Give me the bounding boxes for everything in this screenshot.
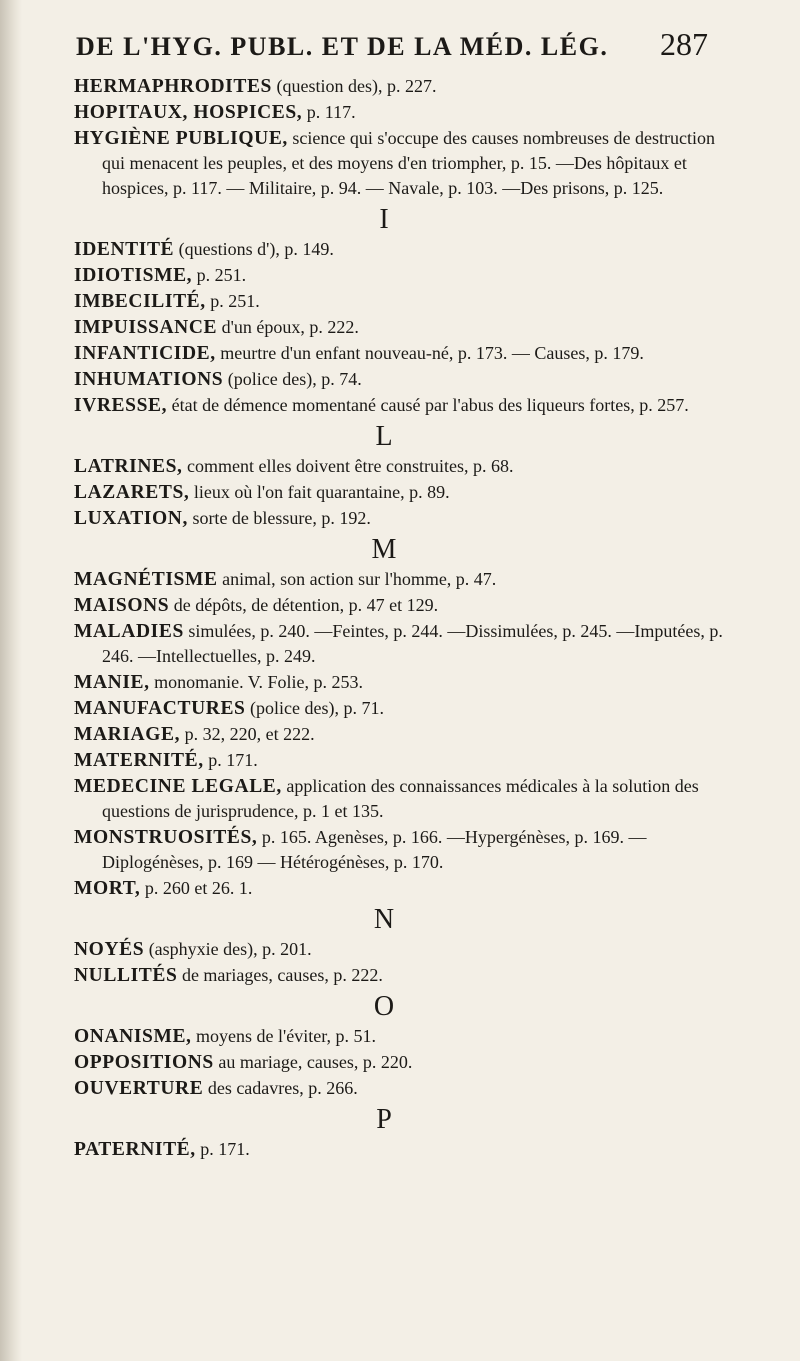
index-entry bbox=[74, 774, 734, 824]
index-entry bbox=[74, 1024, 734, 1049]
index-entry bbox=[74, 619, 734, 669]
index-entry bbox=[74, 748, 734, 773]
section-letter: I bbox=[379, 204, 389, 235]
index-entry bbox=[74, 593, 734, 618]
index-entry bbox=[74, 480, 734, 505]
entry-text: lieux où l'on fait quarantaine, p. 89. bbox=[189, 482, 450, 502]
index-entry bbox=[74, 289, 734, 314]
entry-text: (police des), p. 74. bbox=[223, 369, 362, 389]
entry-text: de mariages, causes, p. 222. bbox=[177, 965, 383, 985]
index-entry bbox=[74, 825, 734, 875]
entry-text: p. 117. bbox=[302, 102, 356, 122]
entry-text: p. 260 et 26. 1. bbox=[140, 878, 253, 898]
entry-heading: IDIOTISME, bbox=[74, 265, 193, 286]
entry-text: simulées, p. 240. —Feintes, p. 244. —Dissimulées, p. 245. —Imputées, p. 246. —Intellectuelles, p. 249. bbox=[102, 621, 723, 666]
index-entry bbox=[74, 670, 734, 695]
section-letter: L bbox=[375, 421, 393, 452]
entry-heading: MONSTRUOSITÉS, bbox=[74, 827, 258, 848]
index-entry bbox=[74, 1137, 734, 1162]
entry-text: p. 251. bbox=[205, 291, 260, 311]
entry-heading: MAISONS bbox=[74, 595, 170, 616]
entry-heading: OPPOSITIONS bbox=[74, 1052, 214, 1073]
entry-text: monomanie. V. Folie, p. 253. bbox=[149, 672, 363, 692]
entry-text: des cadavres, p. 266. bbox=[203, 1078, 358, 1098]
entry-heading: INFANTICIDE, bbox=[74, 343, 216, 364]
entry-heading: MANIE, bbox=[74, 672, 150, 693]
index-entry bbox=[74, 696, 734, 721]
entry-text: (asphyxie des), p. 201. bbox=[144, 939, 312, 959]
entry-text: état de démence momentané causé par l'abus des liqueurs fortes, p. 257. bbox=[167, 395, 689, 415]
index-entry bbox=[74, 567, 734, 592]
index-entry bbox=[74, 963, 734, 988]
entry-text: p. 165. Agenèses, p. 166. —Hypergénèses, p. 169. —Diplogénèses, p. 169 — Hétérogénèses, p. 170. bbox=[102, 827, 647, 872]
entry-text: animal, son action sur l'homme, p. 47. bbox=[217, 569, 497, 589]
running-head-title: DE L'HYG. PUBL. ET DE LA MÉD. LÉG. bbox=[76, 32, 609, 61]
entry-text: science qui s'occupe des causes nombreuses de destruction qui menacent les peuples, et des moyens d'en triompher, p. 15. —Des hôpitaux et hospices, p. 117. — Militaire, p. 94. — Navale, p. 103. —Des prisons, p. 125. bbox=[102, 128, 716, 198]
index-list bbox=[74, 74, 734, 1163]
entry-text: sorte de blessure, p. 192. bbox=[187, 508, 371, 528]
entry-heading: NULLITÉS bbox=[74, 965, 178, 986]
running-head bbox=[0, 26, 800, 66]
entry-text: application des connaissances médicales à la solution des questions de jurisprudence, p. 1 et 135. bbox=[102, 776, 699, 821]
page-number: 287 bbox=[660, 26, 708, 62]
section-letter: N bbox=[373, 904, 395, 935]
index-entry bbox=[74, 876, 734, 901]
entry-text: p. 171. bbox=[203, 750, 258, 770]
entry-heading: IMBECILITÉ, bbox=[74, 291, 206, 312]
index-entry bbox=[74, 722, 734, 747]
entry-heading: NOYÉS bbox=[74, 939, 145, 960]
section-letter: O bbox=[373, 991, 395, 1022]
entry-heading: HYGIÈNE PUBLIQUE, bbox=[74, 128, 288, 149]
entry-heading: MANUFACTURES bbox=[74, 698, 246, 719]
section-letter: P bbox=[376, 1104, 392, 1135]
index-entry bbox=[74, 263, 734, 288]
entry-heading: IVRESSE, bbox=[74, 395, 168, 416]
entry-text: p. 251. bbox=[192, 265, 247, 285]
entry-heading: LAZARETS, bbox=[74, 482, 190, 503]
entry-heading: MATERNITÉ, bbox=[74, 750, 204, 771]
entry-heading: HOPITAUX, HOSPICES, bbox=[74, 102, 303, 123]
entry-text: meurtre d'un enfant nouveau-né, p. 173. — Causes, p. 179. bbox=[215, 343, 644, 363]
index-entry bbox=[74, 1076, 734, 1101]
entry-heading: IMPUISSANCE bbox=[74, 317, 218, 338]
index-entry bbox=[74, 506, 734, 531]
entry-heading: MALADIES bbox=[74, 621, 184, 642]
entry-text: (police des), p. 71. bbox=[245, 698, 384, 718]
entry-heading: MARIAGE, bbox=[74, 724, 181, 745]
entry-text: comment elles doivent être construites, p. 68. bbox=[182, 456, 514, 476]
index-entry bbox=[74, 393, 734, 418]
entry-text: (questions d'), p. 149. bbox=[174, 239, 334, 259]
entry-text: au mariage, causes, p. 220. bbox=[213, 1052, 413, 1072]
index-entry bbox=[74, 937, 734, 962]
index-entry bbox=[74, 74, 734, 99]
entry-text: moyens de l'éviter, p. 51. bbox=[191, 1026, 377, 1046]
entry-heading: LATRINES, bbox=[74, 456, 183, 477]
index-entry bbox=[74, 126, 734, 201]
entry-heading: PATERNITÉ, bbox=[74, 1139, 196, 1160]
entry-text: (question des), p. 227. bbox=[272, 76, 437, 96]
index-entry bbox=[74, 315, 734, 340]
entry-text: p. 171. bbox=[195, 1139, 250, 1159]
entry-heading: LUXATION, bbox=[74, 508, 188, 529]
index-entry bbox=[74, 1050, 734, 1075]
section-letter: M bbox=[371, 534, 397, 565]
page-gutter bbox=[0, 0, 22, 1361]
entry-heading: OUVERTURE bbox=[74, 1078, 204, 1099]
entry-text: d'un époux, p. 222. bbox=[217, 317, 359, 337]
entry-text: p. 32, 220, et 222. bbox=[180, 724, 315, 744]
entry-heading: MAGNÉTISME bbox=[74, 569, 218, 590]
index-entry bbox=[74, 367, 734, 392]
entry-heading: HERMAPHRODITES bbox=[74, 76, 273, 97]
entry-heading: IDENTITÉ bbox=[74, 239, 175, 260]
entry-heading: INHUMATIONS bbox=[74, 369, 224, 390]
entry-heading: ONANISME, bbox=[74, 1026, 192, 1047]
index-entry bbox=[74, 341, 734, 366]
entry-text: de dépôts, de détention, p. 47 et 129. bbox=[169, 595, 439, 615]
index-entry bbox=[74, 100, 734, 125]
entry-heading: MORT, bbox=[74, 878, 141, 899]
index-entry bbox=[74, 237, 734, 262]
index-entry bbox=[74, 454, 734, 479]
entry-heading: MEDECINE LEGALE, bbox=[74, 776, 282, 797]
